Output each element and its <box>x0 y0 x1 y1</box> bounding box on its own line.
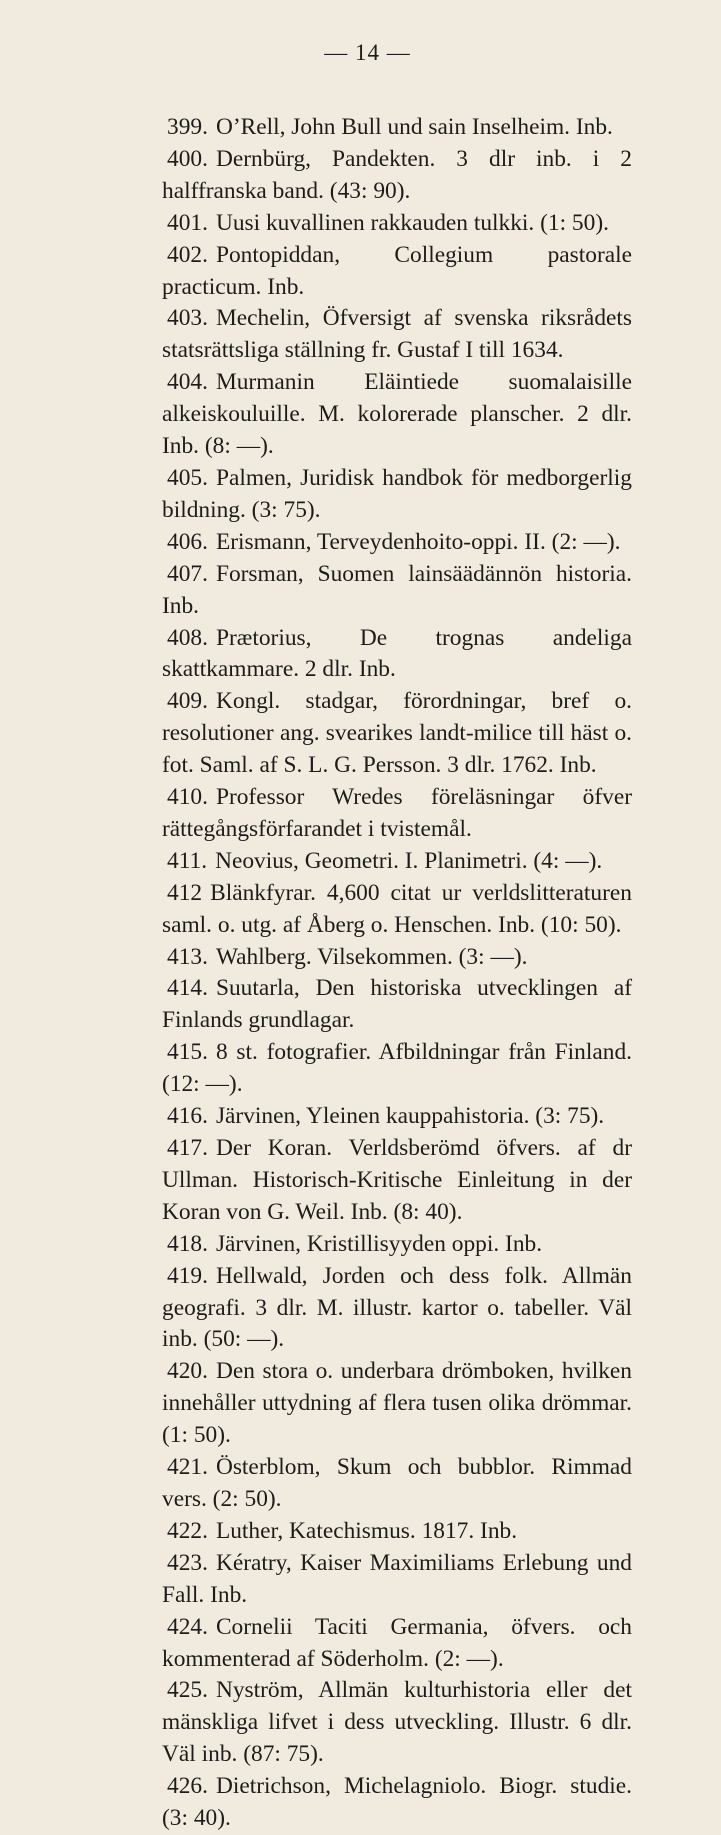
entry-number: 399. <box>167 114 208 140</box>
entry-text: Den stora o. underbara drömboken, hvilken innehåller uttydning af flera tusen olika drömmar. (1: 50). <box>162 1358 632 1449</box>
catalog-entry <box>162 686 632 782</box>
catalog-entry <box>162 208 632 240</box>
entry-text: Forsman, Suomen lainsäädännön historia. Inb. <box>162 560 632 619</box>
catalog-entry <box>162 782 632 846</box>
catalog-entry <box>162 1612 632 1676</box>
entry-text: Der Koran. Verldsberömd öfvers. af dr Ullman. Historisch-Kritische Einleitung in der Koran von G. Weil. Inb. (8: 40). <box>162 1135 632 1225</box>
entry-text: Prætorius, De trognas andeliga skattkammare. 2 dlr. Inb. <box>162 624 632 683</box>
entry-number: 400. <box>167 145 208 172</box>
entry-number: 421. <box>167 1454 208 1481</box>
catalog-entry <box>162 942 632 974</box>
catalog-entry <box>162 1771 632 1835</box>
entry-text: Kératry, Kaiser Maximiliams Erlebung und Fall. Inb. <box>162 1549 632 1608</box>
catalog-entry <box>162 1452 632 1516</box>
entry-text: Blänkfyrar. 4,600 citat ur verldslitteraturen saml. o. utg. af Åberg o. Henschen. Inb. (10: 50). <box>162 879 632 938</box>
catalog-entry <box>162 1356 632 1452</box>
entry-text: Mechelin, Öfversigt af svenska riksrådets statsrättsliga ställning fr. Gustaf I till 1634. <box>162 305 632 364</box>
entry-number: 414. <box>167 975 208 1002</box>
catalog-entry <box>162 973 632 1037</box>
entry-text: Kongl. stadgar, förordningar, bref o. resolutioner ang. svearikes landt-milice till häst o. fot. Saml. af S. L. G. Persson. 3 dlr. 1762. Inb. <box>162 688 632 779</box>
entry-text: Järvinen, Kristillisyyden oppi. Inb. <box>215 1230 543 1257</box>
entry-text: Uusi kuvallinen rakkauden tulkki. (1: 50). <box>215 209 609 236</box>
entry-number: 403. <box>167 305 208 332</box>
entry-text: Professor Wredes föreläsningar öfver rättegångsförfarandet i tvistemål. <box>162 784 632 842</box>
entry-number: 419. <box>167 1262 208 1289</box>
catalog-entry <box>162 846 632 878</box>
entry-number: 408. <box>167 624 208 651</box>
catalog-entry <box>162 112 632 144</box>
entry-text: Wahlberg. Vilsekommen. (3: —). <box>215 943 528 970</box>
entry-number: 415. <box>167 1039 208 1066</box>
entry-text: Österblom, Skum och bubblor. Rimmad vers. (2: 50). <box>162 1454 632 1512</box>
catalog-entry <box>162 1261 632 1357</box>
entry-number: 404. <box>167 369 208 396</box>
entry-text: Nyström, Allmän kulturhistoria eller det mänskliga lifvet i dess utveckling. Illustr. 6 dlr. Väl inb. (87: 75). <box>162 1677 632 1768</box>
catalog-entry <box>162 240 632 304</box>
catalog-entry <box>162 367 632 463</box>
entry-number: 420. <box>167 1358 208 1385</box>
entry-number: 406. <box>167 528 208 555</box>
entry-number: 418. <box>167 1230 208 1257</box>
entry-text: Hellwald, Jorden och dess folk. Allmän geografi. 3 dlr. M. illustr. kartor o. tabeller. Väl inb. (50: —). <box>162 1262 632 1353</box>
catalog-entry <box>162 463 632 527</box>
catalog-entry <box>162 1675 632 1771</box>
entry-text: Neovius, Geometri. I. Planimetri. (4: —). <box>215 847 603 874</box>
entry-number: 425. <box>167 1677 208 1704</box>
entry-number: 426. <box>167 1773 208 1800</box>
catalog-entry <box>162 878 632 942</box>
entry-number: 407. <box>167 560 208 587</box>
entry-number: 417. <box>167 1135 208 1161</box>
entry-text: Suutarla, Den historiska utvecklingen af Finlands grundlagar. <box>162 975 632 1034</box>
catalog-entry <box>162 1101 632 1133</box>
catalog-entry <box>162 1037 632 1101</box>
catalog-entry <box>162 1133 632 1229</box>
entry-text: Palmen, Juridisk handbok för medborgerlig bildning. (3: 75). <box>162 464 632 523</box>
catalog-entry <box>162 623 632 687</box>
catalog-entry <box>162 1516 632 1548</box>
catalog-entry <box>162 144 632 208</box>
catalog-entry <box>162 303 632 367</box>
entry-number: 402. <box>167 241 208 268</box>
entry-text: Cornelii Taciti Germania, öfvers. och kommenterad af Söderholm. (2: —). <box>162 1613 632 1672</box>
catalog-entry <box>162 1548 632 1612</box>
entry-number: 423. <box>167 1549 208 1576</box>
entry-number: 412 <box>167 879 203 906</box>
catalog-entry <box>162 559 632 623</box>
entry-text: Järvinen, Yleinen kauppahistoria. (3: 75). <box>215 1103 605 1130</box>
page-number: — 14 — <box>324 40 411 65</box>
entry-text: Luther, Katechismus. 1817. Inb. <box>215 1517 518 1544</box>
entry-text: Murmanin Eläintiede suomalaisille alkeiskouluille. M. kolorerade planscher. 2 dlr. Inb. (8: —). <box>162 369 632 460</box>
entry-number: 416. <box>167 1103 208 1130</box>
catalog-entry <box>162 527 632 559</box>
entry-text: Pontopiddan, Collegium pastorale practicum. Inb. <box>162 241 632 300</box>
entry-text: O’Rell, John Bull und sain Inselheim. Inb. <box>215 114 613 140</box>
entry-number: 401. <box>167 209 208 236</box>
entry-number: 413. <box>167 943 208 970</box>
entry-number: 410. <box>167 784 208 811</box>
entry-number: 411. <box>167 847 208 874</box>
entry-text: Erismann, Terveydenhoito-oppi. II. (2: —). <box>215 528 621 555</box>
catalog-entry-list <box>162 112 632 1835</box>
entry-number: 424. <box>167 1613 208 1640</box>
entry-number: 409. <box>167 688 208 715</box>
entry-text: Dietrichson, Michelagniolo. Biogr. studie. (3: 40). <box>162 1773 632 1832</box>
entry-text: Dernbürg, Pandekten. 3 dlr inb. i 2 halffranska band. (43: 90). <box>162 145 632 204</box>
entry-number: 422. <box>167 1517 208 1544</box>
catalog-entry <box>162 1229 632 1261</box>
entry-text: 8 st. fotografier. Afbildningar från Finland. (12: —). <box>162 1039 632 1098</box>
entry-number: 405. <box>167 464 208 491</box>
